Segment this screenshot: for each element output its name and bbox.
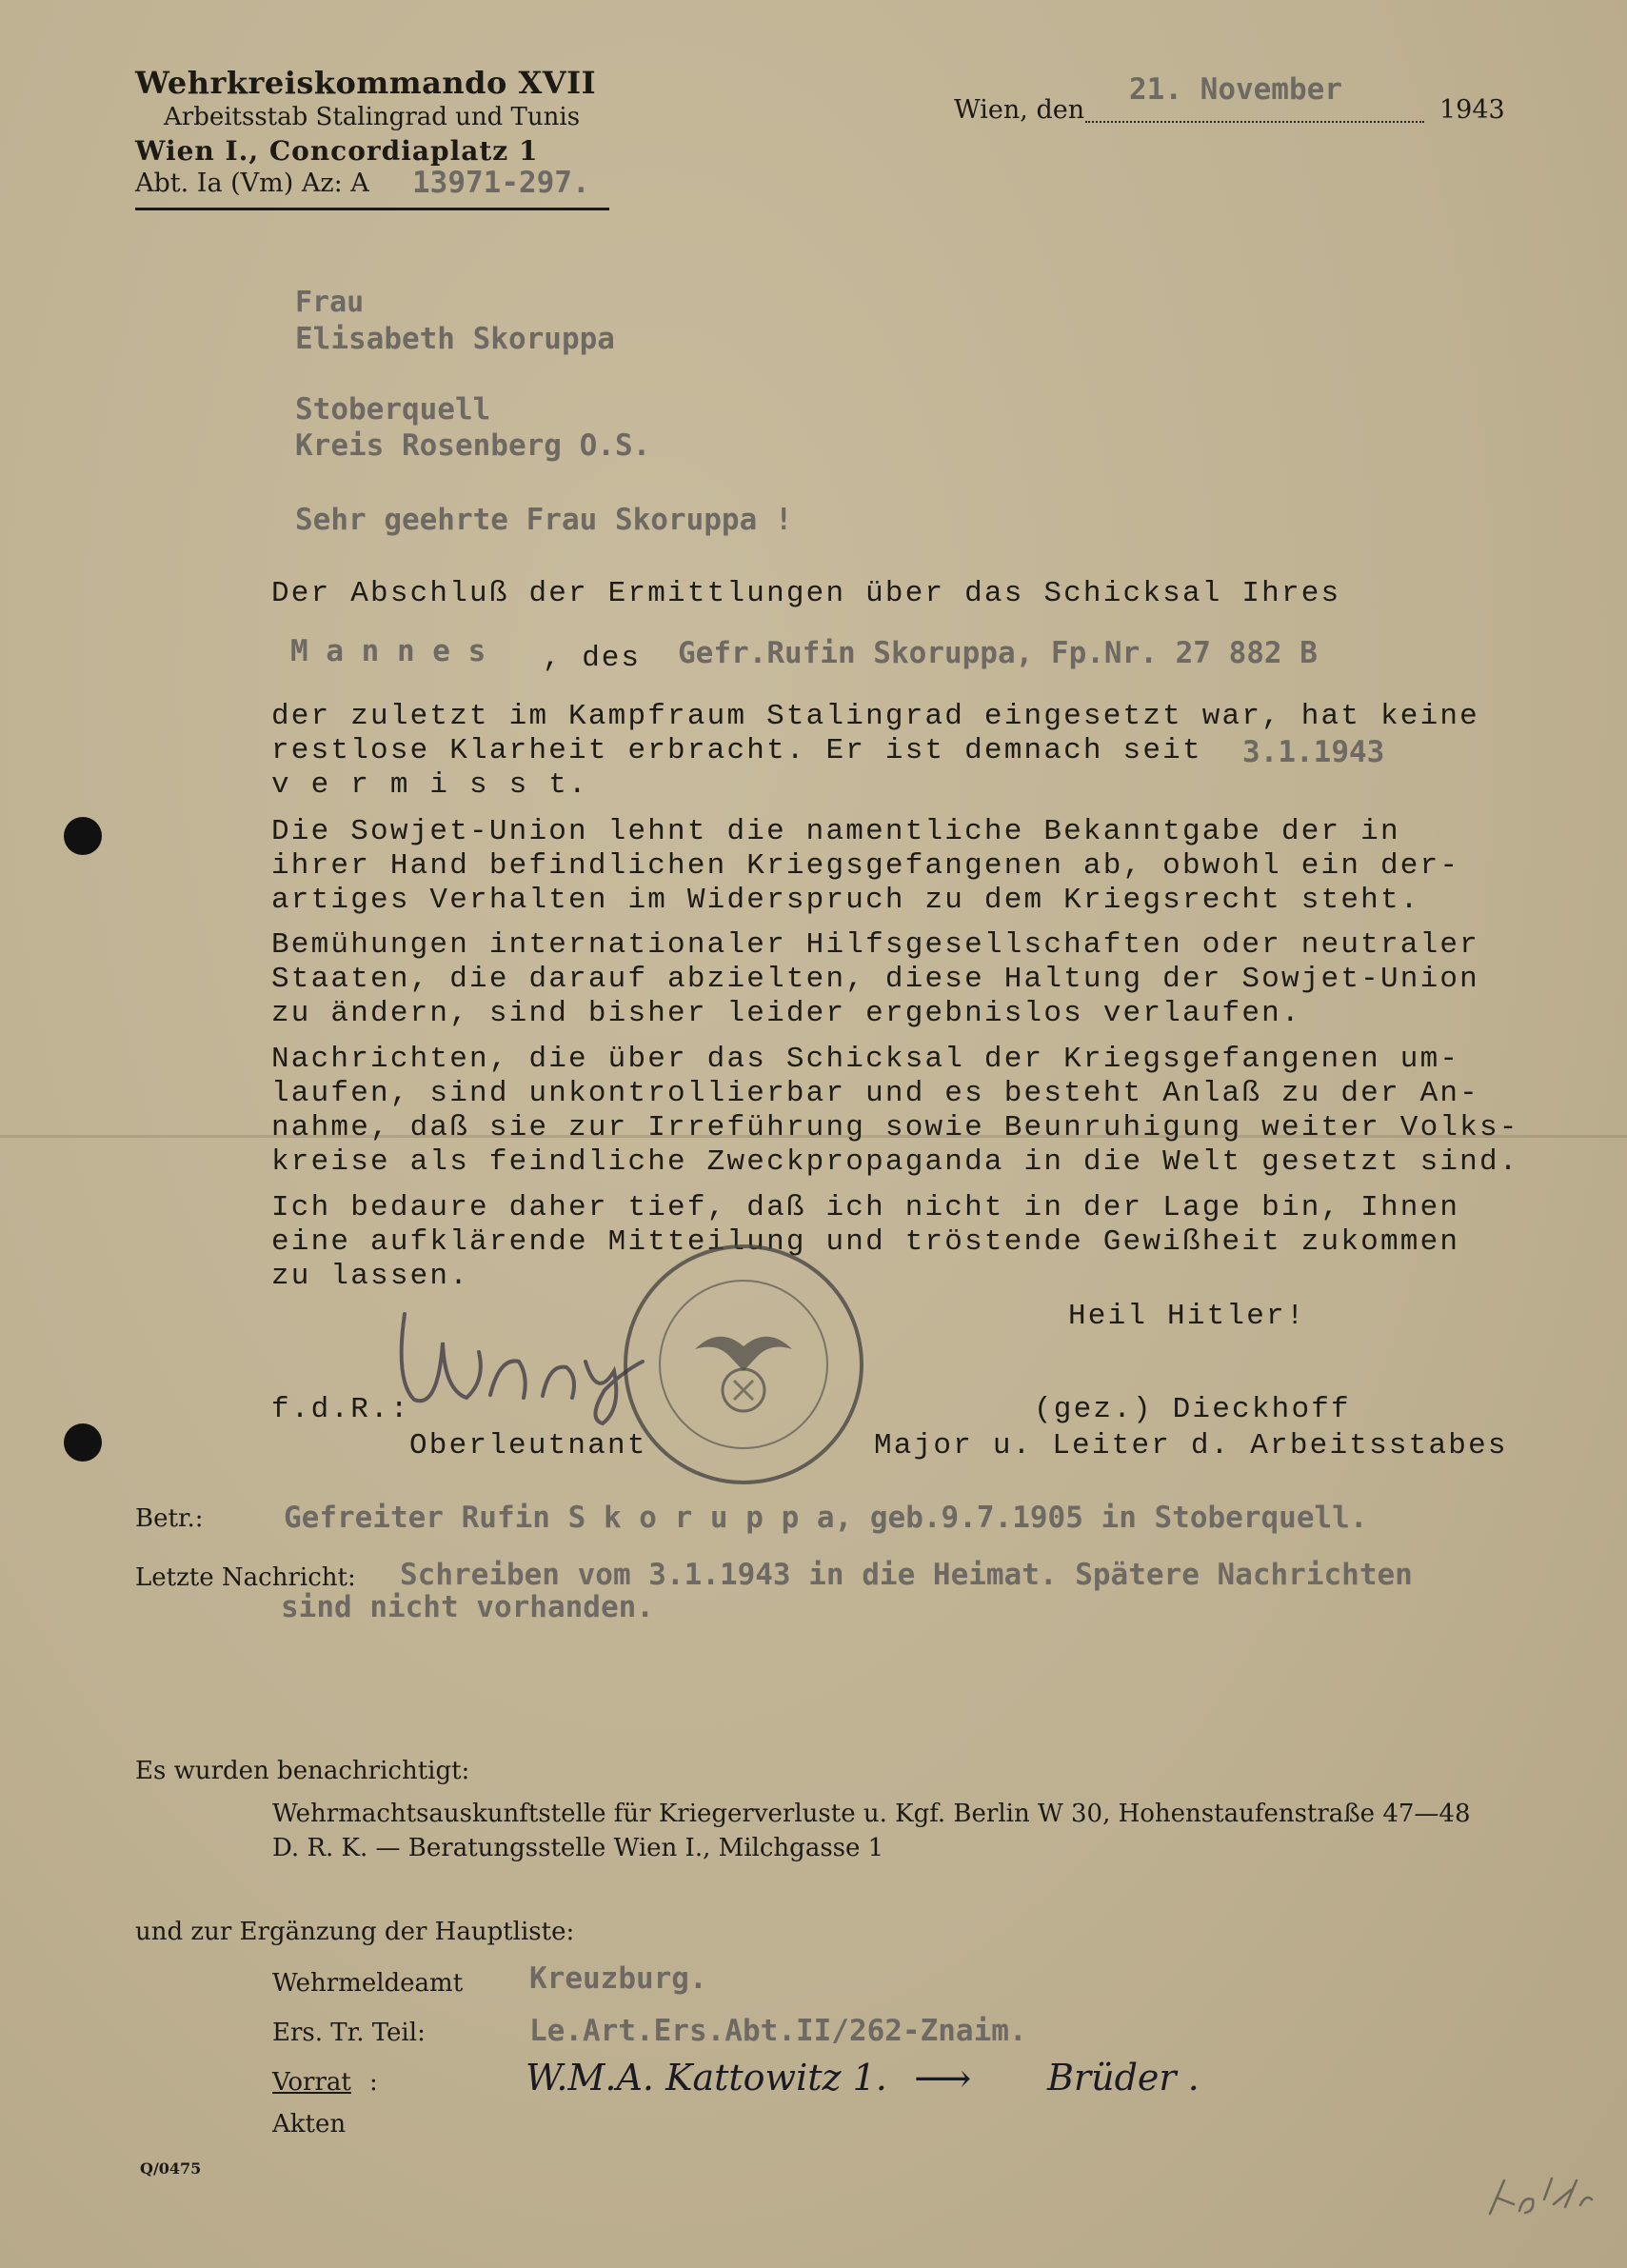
recipient-district: Kreis Rosenberg O.S. <box>295 428 651 463</box>
p4-line3: nahme, daß sie zur Irreführung sowie Beunruhigung weiter Volks- <box>271 1111 1519 1144</box>
pencil-note <box>1485 2161 1599 2228</box>
greeting: Sehr geehrte Frau Skoruppa ! <box>295 503 793 537</box>
org-name: Wehrkreiskommando XVII <box>135 65 597 101</box>
vorrat-colon: : <box>369 2068 378 2097</box>
missing-date: 3.1.1943 <box>1242 735 1385 769</box>
reference-label: Abt. Ia (Vm) Az: A <box>135 169 369 198</box>
ers-value: Le.Art.Ers.Abt.II/262-Znaim. <box>529 2014 1027 2048</box>
punch-hole-lower <box>64 1423 102 1462</box>
recipient-town: Stoberquell <box>295 392 491 427</box>
handwritten-signature <box>386 1285 662 1428</box>
betr-value: Gefreiter Rufin S k o r u p p a, geb.9.7.1905 in Stoberquell. <box>284 1501 1368 1535</box>
notified-label: Es wurden benachrichtigt: <box>135 1757 470 1785</box>
vorrat-handwritten: W.M.A. Kattowitz 1. <box>526 2057 887 2099</box>
akten-label: Akten <box>272 2110 347 2139</box>
p2-line1: Die Sowjet-Union lehnt die namentliche Bekanntgabe der in <box>271 815 1400 848</box>
form-number: Q/0475 <box>140 2159 202 2178</box>
soldier-info: Gefr.Rufin Skoruppa, Fp.Nr. 27 882 B <box>678 636 1318 670</box>
recipient-name: Elisabeth Skoruppa <box>295 322 615 356</box>
wehrmeldeamt-label: Wehrmeldeamt <box>272 1969 464 1998</box>
vorrat-label: Vorrat <box>272 2068 351 2097</box>
vorrat-handwritten-2: Brüder . <box>1047 2057 1200 2099</box>
wehrmeldeamt-value: Kreuzburg. <box>529 1961 707 1996</box>
relation: M a n n e s <box>290 634 486 668</box>
p3-line2: Staaten, die darauf abzielten, diese Haltung der Sowjet-Union <box>271 963 1479 996</box>
reference-number: 13971-297. <box>412 166 590 200</box>
p1-line3: v e r m i s s t. <box>271 768 588 802</box>
fdr-label: f.d.R.: <box>271 1393 410 1426</box>
p5-line3: zu lassen. <box>271 1260 470 1293</box>
supplement-label: und zur Ergänzung der Hauptliste: <box>135 1918 575 1946</box>
closing: Heil Hitler! <box>1068 1300 1306 1333</box>
p4-line2: laufen, sind unkontrollierbar und es besteht Anlaß zu der An- <box>271 1077 1479 1110</box>
letterhead-rule <box>135 208 609 210</box>
letter-year: 1943 <box>1439 95 1505 125</box>
p5-line1: Ich bedaure daher tief, daß ich nicht in der Lage bin, Ihnen <box>271 1191 1460 1224</box>
letter-date: 21. November <box>1129 72 1342 107</box>
date-dotted-line <box>1085 121 1424 123</box>
notified-line2: D. R. K. — Beratungsstelle Wien I., Milchgasse 1 <box>272 1834 884 1862</box>
place-label: Wien, den <box>954 95 1085 125</box>
org-sub: Arbeitsstab Stalingrad und Tunis <box>164 103 581 131</box>
letzte-line2: sind nicht vorhanden. <box>281 1590 654 1624</box>
punch-hole-upper <box>64 817 102 855</box>
ers-label: Ers. Tr. Teil: <box>272 2019 426 2047</box>
notified-line1: Wehrmachtsauskunftstelle für Kriegerverluste u. Kgf. Berlin W 30, Hohenstaufenstraße 47—48 <box>272 1800 1471 1828</box>
p4-line1: Nachrichten, die über das Schicksal der Kriegsgefangenen um- <box>271 1043 1460 1076</box>
recipient-salutation: Frau <box>295 286 365 319</box>
p3-line1: Bemühungen internationaler Hilfsgesellschaften oder neutraler <box>271 928 1479 962</box>
p3-line3: zu ändern, sind bisher leider ergebnislos verlaufen. <box>271 997 1301 1030</box>
intro-line: Der Abschluß der Ermittlungen über das Schicksal Ihres <box>271 577 1341 610</box>
des-word: , des <box>543 642 642 675</box>
p4-line4: kreise als feindliche Zweckpropaganda in die Welt gesetzt sind. <box>271 1145 1519 1179</box>
betr-label: Betr.: <box>135 1504 204 1533</box>
p1-line1: der zuletzt im Kampfraum Stalingrad eingesetzt war, hat keine <box>271 700 1479 733</box>
p5-line2: eine aufklärende Mitteilung und tröstende Gewißheit zukommen <box>271 1225 1460 1259</box>
p2-line2: ihrer Hand befindlichen Kriegsgefangenen ab, obwohl ein der- <box>271 849 1460 883</box>
rank-right: Major u. Leiter d. Arbeitsstabes <box>874 1429 1508 1462</box>
p1-line2: restlose Klarheit erbracht. Er ist demnach seit <box>271 734 1202 767</box>
signatory-name: (gez.) Dieckhoff <box>1034 1393 1351 1426</box>
org-address: Wien I., Concordiaplatz 1 <box>135 135 539 167</box>
letzte-line1: Schreiben vom 3.1.1943 in die Heimat. Spätere Nachrichten <box>400 1558 1413 1592</box>
p2-line3: artiges Verhalten im Widerspruch zu dem Kriegsrecht steht. <box>271 884 1420 917</box>
rank-left: Oberleutnant <box>409 1429 647 1462</box>
arrow-icon: ⟶ <box>914 2055 972 2101</box>
letzte-label: Letzte Nachricht: <box>135 1563 356 1592</box>
